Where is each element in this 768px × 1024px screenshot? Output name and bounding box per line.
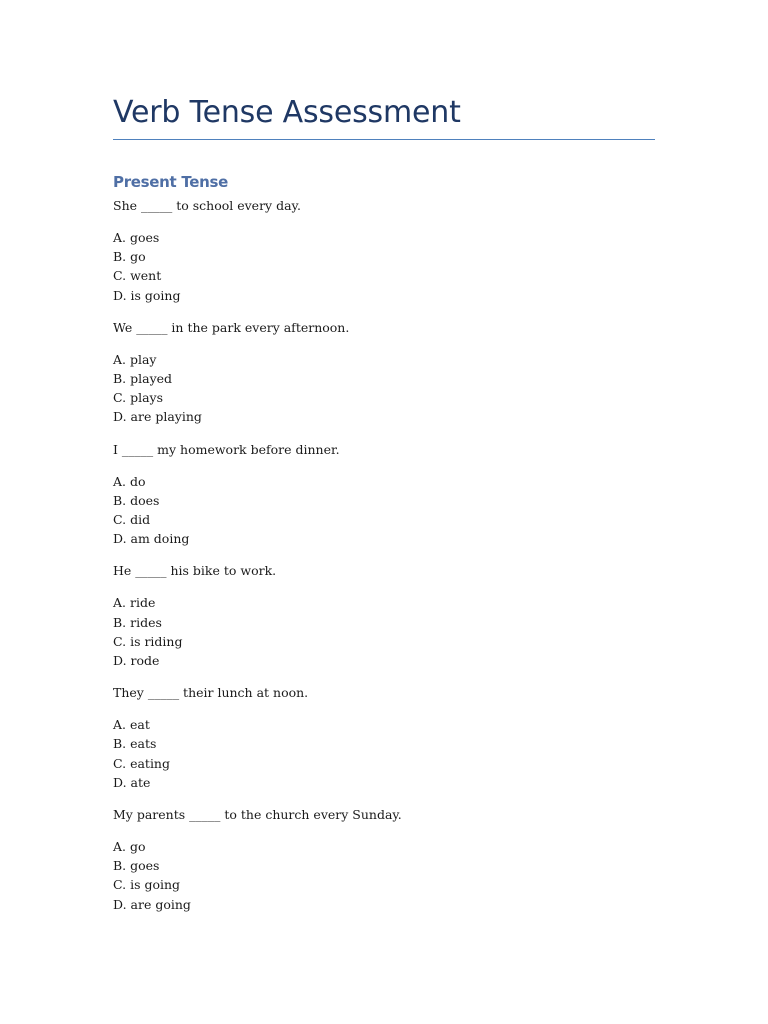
section-heading: Present Tense [113,173,229,191]
question-2 [113,318,673,427]
answer-options [113,350,673,427]
question-prompt: My parents _____ to the church every Sunday. [113,807,402,823]
answer-option: D. ate [113,774,151,790]
question-prompt: She _____ to school every day. [113,198,301,213]
question-4 [113,561,673,670]
question-1 [113,196,673,305]
question-prompt: He _____ his bike to work. [113,563,277,579]
title-divider [113,139,655,140]
answer-option: C. eating [113,755,170,771]
answer-option: D. are going [113,896,191,912]
answer-option: A. go [113,839,146,855]
answer-options [113,715,673,792]
answer-option: A. play [113,351,157,367]
answer-option: D. rode [113,653,160,669]
answer-option: A. ride [113,595,156,611]
answer-option: B. does [113,492,160,508]
answer-option: D. are playing [113,409,202,425]
answer-option: C. went [113,268,162,284]
answer-option: D. am doing [113,531,190,547]
answer-option: D. is going [113,287,181,303]
answer-option: B. rides [113,614,162,630]
answer-option: C. plays [113,390,163,406]
answer-options [113,837,673,914]
answer-option: B. played [113,371,173,387]
answer-options [113,472,673,549]
answer-option: B. eats [113,736,157,752]
answer-option: B. goes [113,858,160,874]
answer-option: B. go [113,249,146,265]
answer-option: C. is going [113,877,181,893]
question-prompt: We _____ in the park every afternoon. [113,319,350,335]
document-title: Verb Tense Assessment [113,95,461,130]
answer-options [113,228,673,305]
answer-option: A. goes [113,230,160,245]
answer-option: A. eat [113,717,150,733]
question-prompt: I _____ my homework before dinner. [113,441,340,457]
question-list [113,196,673,927]
answer-option: C. is riding [113,633,183,649]
answer-option: C. did [113,512,151,528]
question-prompt: They _____ their lunch at noon. [113,685,309,701]
question-5 [113,683,673,792]
question-3 [113,440,673,549]
answer-options [113,593,673,670]
question-6 [113,805,673,914]
answer-option: A. do [113,473,146,489]
